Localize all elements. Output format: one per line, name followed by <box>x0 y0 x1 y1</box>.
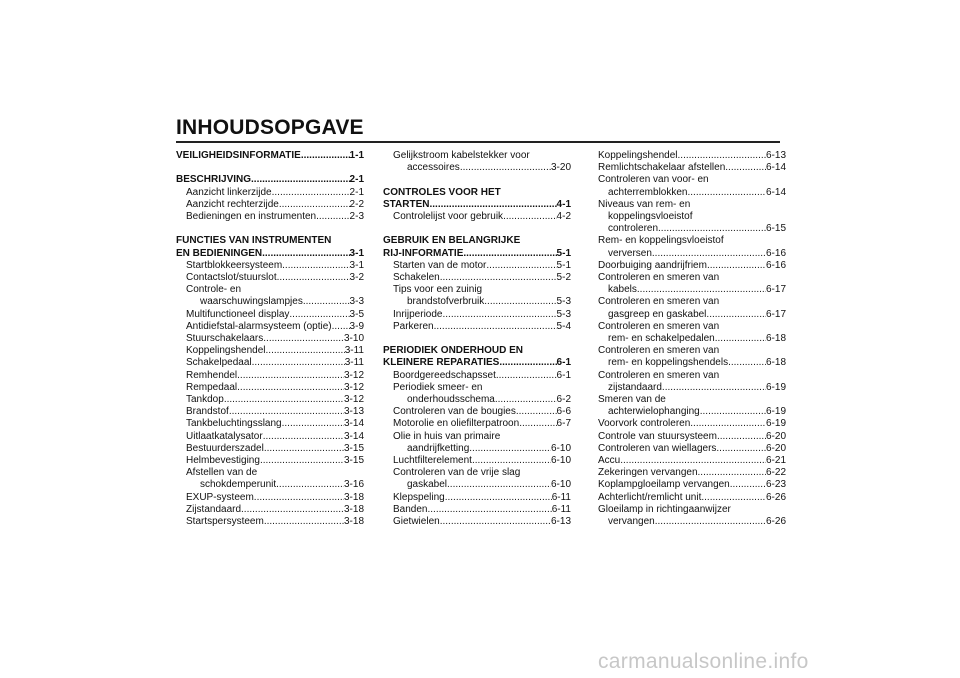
toc-entry-page: 3-15 <box>343 455 364 467</box>
toc-leader-dots <box>496 370 557 382</box>
toc-entry-label: Doorbuiging aandrijfriem <box>598 259 707 271</box>
toc-entry-label: Gietwielen <box>393 516 440 528</box>
toc-entry-label: Achterlicht/remlicht unit <box>598 491 702 503</box>
toc-entry-page: 6-20 <box>765 430 786 442</box>
toc-leader-dots <box>277 272 350 284</box>
toc-leader-dots <box>698 467 766 479</box>
toc-entry-label: BESCHRIJVING <box>176 174 252 186</box>
toc-leader-dots <box>262 248 349 260</box>
toc-entry-page: 4-2 <box>556 211 571 222</box>
toc-leader-dots <box>716 443 766 455</box>
toc-entry-label: Zijstandaard <box>186 503 242 515</box>
toc-leader-dots <box>469 443 551 455</box>
toc-entry-label: Luchtfilterelement <box>393 455 472 467</box>
toc-entry-page: 3-14 <box>343 418 364 430</box>
toc-entry-page: 6-26 <box>765 516 786 528</box>
toc-leader-dots <box>499 357 556 369</box>
toc-entry-label: Parkeren <box>393 320 434 332</box>
toc-entry-label: VEILIGHEIDSINFORMATIE <box>176 150 301 161</box>
page-title: INHOUDSOPGAVE <box>176 116 364 139</box>
toc-entry-label: Schakelen <box>393 272 440 283</box>
toc-entry-label: Multifunctioneel display <box>186 308 290 320</box>
toc-entry[interactable] <box>598 382 786 394</box>
toc-leader-dots <box>460 162 551 174</box>
toc-leader-dots <box>229 406 344 418</box>
toc-entry-page: 3-1 <box>349 247 364 259</box>
toc-leader-dots <box>655 516 766 528</box>
toc-entry-page: 3-11 <box>344 345 364 357</box>
toc-leader-dots <box>620 455 766 467</box>
toc-leader-dots <box>282 418 344 430</box>
toc-entry[interactable] <box>176 382 364 394</box>
toc-entry-page: 6-22 <box>765 467 786 479</box>
toc-leader-dots <box>707 260 766 272</box>
toc-entry[interactable] <box>176 211 364 223</box>
toc-leader-dots <box>434 321 557 333</box>
toc-entry[interactable] <box>176 406 364 418</box>
toc-entry-label: Contactslot/stuurslot <box>186 272 277 283</box>
toc-entry[interactable] <box>176 248 364 260</box>
toc-entry-text: Periodiek smeer- en <box>393 381 483 393</box>
toc-entry-label: STARTEN <box>383 198 430 210</box>
toc-entry-label: Motorolie en oliefilterpatroon <box>393 418 520 430</box>
toc-entry-page: 3-18 <box>343 503 364 515</box>
toc-leader-dots <box>301 150 350 162</box>
toc-entry-label: Controleren van wiellagers <box>598 442 717 454</box>
toc-entry[interactable] <box>176 345 364 357</box>
toc-entry-page: 4-1 <box>556 198 571 210</box>
toc-leader-dots <box>254 492 344 504</box>
toc-leader-dots <box>687 187 766 199</box>
toc-entry[interactable] <box>598 467 786 479</box>
toc-entry-label: controleren <box>608 223 659 235</box>
toc-entry-label: Inrijperiode <box>393 308 443 320</box>
toc-leader-dots <box>252 357 345 369</box>
toc-entry-label: onderhoudsschema <box>407 394 495 406</box>
toc-entry[interactable] <box>598 187 786 199</box>
toc-leader-dots <box>237 382 344 394</box>
toc-entry[interactable] <box>598 248 786 260</box>
toc-entry-text: FUNCTIES VAN INSTRUMENTEN <box>176 235 332 247</box>
toc-entry-page: 3-16 <box>343 479 364 491</box>
toc-entry[interactable] <box>176 199 364 211</box>
toc-entry-label: zijstandaard <box>608 381 662 393</box>
toc-entry-page: 3-3 <box>349 296 364 308</box>
toc-entry[interactable] <box>598 479 786 491</box>
toc-entry[interactable] <box>383 443 571 455</box>
toc-entry-page: 1-1 <box>349 150 364 161</box>
toc-entry[interactable] <box>598 333 786 345</box>
toc-entry-page: 6-10 <box>550 442 571 454</box>
toc-entry-label: aandrijfketting <box>407 442 470 454</box>
toc-entry-label: Helmbevestiging <box>186 455 260 467</box>
toc-entry[interactable] <box>176 492 364 504</box>
toc-leader-dots <box>272 187 350 199</box>
toc-spacer <box>176 223 364 235</box>
toc-entry-page: 6-23 <box>765 479 786 491</box>
toc-entry-text: Gelijkstroom kabelstekker voor <box>393 150 530 161</box>
toc-entry[interactable] <box>383 199 571 211</box>
toc-entry-label: Aanzicht rechterzijde <box>186 198 279 210</box>
toc-entry-page: 6-6 <box>556 406 571 418</box>
toc-leader-dots <box>516 406 557 418</box>
toc-entry[interactable] <box>383 370 571 382</box>
title-rule <box>176 141 780 143</box>
toc-entry[interactable] <box>383 296 571 308</box>
toc-entry-text: Controle- en <box>186 284 242 296</box>
toc-entry-page: 6-1 <box>556 357 571 369</box>
toc-leader-dots <box>690 418 766 430</box>
toc-entry-page: 3-2 <box>349 272 364 283</box>
toc-entry[interactable] <box>598 418 786 430</box>
toc-entry-label: achterremblokken <box>608 186 688 198</box>
toc-entry-label: Boordgereedschapsset <box>393 369 496 381</box>
toc-entry-page: 3-20 <box>550 162 571 174</box>
toc-entry[interactable] <box>176 504 364 516</box>
toc-entry-page: 6-11 <box>551 503 571 515</box>
toc-entry[interactable] <box>598 223 786 235</box>
toc-entry-label: gasgreep en gaskabel <box>608 308 707 320</box>
toc-entry[interactable] <box>598 406 786 418</box>
toc-leader-dots <box>440 516 551 528</box>
toc-entry-label: Bedieningen en instrumenten <box>186 211 317 222</box>
toc-entry-text: Controleren van de vrije slag <box>393 467 521 479</box>
toc-leader-dots <box>237 370 344 382</box>
toc-entry[interactable] <box>598 516 786 528</box>
toc-entry-page: 6-14 <box>765 186 786 198</box>
toc-entry[interactable] <box>176 150 364 162</box>
toc-leader-dots <box>715 333 766 345</box>
toc-entry-page: 3-9 <box>349 320 364 332</box>
toc-entry-page: 6-2 <box>556 394 571 406</box>
toc-entry[interactable] <box>176 357 364 369</box>
toc-entry-page: 3-18 <box>343 516 364 528</box>
toc-entry-page: 2-2 <box>349 198 364 210</box>
toc-leader-dots <box>678 150 766 162</box>
toc-entry-page: 6-26 <box>765 491 786 503</box>
toc-entry[interactable] <box>598 431 786 443</box>
toc-leader-dots <box>279 199 350 211</box>
toc-entry-label: Brandstof <box>186 406 229 418</box>
toc-entry-label: KLEINERE REPARATIES <box>383 357 500 369</box>
toc-leader-dots <box>289 309 349 321</box>
toc-entry[interactable] <box>176 394 364 406</box>
toc-leader-dots <box>637 284 766 296</box>
toc-entry[interactable] <box>383 272 571 284</box>
toc-leader-dots <box>260 455 344 467</box>
toc-leader-dots <box>429 199 556 211</box>
toc-entry-page: 5-3 <box>556 296 571 308</box>
toc-leader-dots <box>440 272 557 284</box>
toc-entry[interactable] <box>176 370 364 382</box>
toc-entry-page: 6-19 <box>765 418 786 430</box>
toc-entry-label: Voorvork controleren <box>598 418 691 430</box>
toc-entry-label: Klepspeling <box>393 491 445 503</box>
toc-entry-page: 3-12 <box>343 381 364 393</box>
toc-entry[interactable] <box>383 492 571 504</box>
toc-entry-label: Remlichtschakelaar afstellen <box>598 162 726 174</box>
toc-entry-page: 2-1 <box>349 174 364 186</box>
toc-entry-page: 5-4 <box>556 320 571 332</box>
toc-entry[interactable] <box>383 406 571 418</box>
toc-entry[interactable] <box>176 455 364 467</box>
toc-leader-dots <box>224 394 344 406</box>
toc-entry-text: CONTROLES VOOR HET <box>383 186 501 198</box>
toc-entry[interactable] <box>383 211 571 223</box>
toc-entry[interactable] <box>176 272 364 284</box>
toc-leader-dots <box>725 162 766 174</box>
toc-entry[interactable] <box>383 321 571 333</box>
toc-leader-dots <box>701 492 766 504</box>
toc-spacer <box>383 223 571 235</box>
toc-entry-text: Controleren en smeren van <box>598 345 720 357</box>
toc-entry-page: 6-13 <box>765 150 786 161</box>
toc-leader-dots <box>303 296 350 308</box>
toc-entry-text: Controleren en smeren van <box>598 272 720 284</box>
toc-entry-label: waarschuwingslampjes <box>200 296 303 308</box>
toc-entry[interactable] <box>176 321 364 333</box>
toc-entry-label: Controleren van de bougies <box>393 406 516 418</box>
toc-leader-dots <box>276 479 344 491</box>
toc-entry[interactable] <box>383 309 571 321</box>
toc-leader-dots <box>728 357 766 369</box>
toc-entry-text: Gloeilamp in richtingaanwijzer <box>598 503 731 515</box>
toc-entry-page: 3-12 <box>343 394 364 406</box>
toc-entry-page: 6-17 <box>765 308 786 320</box>
toc-entry-page: 6-10 <box>550 455 571 467</box>
toc-entry[interactable] <box>176 516 364 528</box>
toc-leader-dots <box>332 321 350 333</box>
toc-entry[interactable] <box>176 296 364 308</box>
toc-leader-dots <box>241 504 344 516</box>
toc-entry-label: gaskabel <box>407 479 448 491</box>
toc-entry-page: 3-18 <box>343 491 364 503</box>
toc-entry-page: 5-3 <box>556 308 571 320</box>
toc-leader-dots <box>251 174 350 186</box>
toc-entry[interactable] <box>383 418 571 430</box>
toc-entry-page: 6-15 <box>765 223 786 235</box>
toc-entry-label: Startblokkeersysteem <box>186 259 283 271</box>
toc-entry-text: PERIODIEK ONDERHOUD EN <box>383 345 524 357</box>
toc-entry[interactable] <box>176 174 364 186</box>
toc-leader-dots <box>266 345 345 357</box>
toc-entry-label: EN BEDIENINGEN <box>176 247 263 259</box>
toc-entry-page: 6-21 <box>765 455 786 467</box>
toc-entry[interactable] <box>176 443 364 455</box>
toc-entry-page: 3-11 <box>344 357 364 369</box>
toc-entry-page: 6-20 <box>765 442 786 454</box>
toc-entry-label: Tankbeluchtingsslang <box>186 418 282 430</box>
toc-entry-label: Tankdop <box>186 394 224 406</box>
toc-leader-dots <box>427 504 551 516</box>
toc-leader-dots <box>264 443 344 455</box>
toc-entry[interactable] <box>598 260 786 272</box>
toc-entry[interactable] <box>383 357 571 369</box>
toc-leader-dots <box>717 431 766 443</box>
toc-entry-page: 6-7 <box>556 418 571 430</box>
toc-leader-dots <box>503 211 556 223</box>
toc-leader-dots <box>447 479 551 491</box>
toc-entry-text: Smeren van de <box>598 394 666 406</box>
toc-leader-dots <box>495 394 557 406</box>
toc-entry-label: Remhendel <box>186 369 238 381</box>
toc-entry-text: Controleren van voor- en <box>598 174 709 186</box>
toc-entry-label: Aanzicht linkerzijde <box>186 186 272 198</box>
toc-entry[interactable] <box>383 260 571 272</box>
toc-leader-dots <box>445 492 552 504</box>
toc-entry-label: verversen <box>608 247 652 259</box>
toc-entry[interactable] <box>383 479 571 491</box>
toc-entry[interactable] <box>598 455 786 467</box>
toc-entry-label: achterwielophanging <box>608 406 700 418</box>
toc-entry-label: rem- en koppelingshendels <box>608 357 729 369</box>
toc-leader-dots <box>264 516 344 528</box>
toc-entry[interactable] <box>598 492 786 504</box>
toc-leader-dots <box>263 431 344 443</box>
toc-entry-text: Controleren en smeren van <box>598 369 720 381</box>
toc-entry-label: rem- en schakelpedalen <box>608 333 715 345</box>
toc-entry-page: 6-17 <box>765 284 786 296</box>
toc-entry[interactable] <box>383 248 571 260</box>
toc-entry-text: koppelingsvloeistof <box>608 211 693 223</box>
toc-entry-page: 3-14 <box>343 430 364 442</box>
toc-entry-page: 6-10 <box>550 479 571 491</box>
toc-entry-label: Bestuurderszadel <box>186 442 264 454</box>
toc-leader-dots <box>472 455 551 467</box>
toc-entry-label: vervangen <box>608 516 655 528</box>
toc-entry[interactable] <box>383 504 571 516</box>
toc-entry[interactable] <box>176 333 364 345</box>
toc-leader-dots <box>463 248 556 260</box>
toc-entry[interactable] <box>176 418 364 430</box>
toc-entry-page: 6-16 <box>765 259 786 271</box>
toc-entry-text: Controleren en smeren van <box>598 320 720 332</box>
toc-column-3 <box>598 150 786 528</box>
toc-entry[interactable] <box>176 187 364 199</box>
toc-column-2 <box>383 150 571 528</box>
toc-entry-page: 6-14 <box>765 162 786 174</box>
toc-entry-label: Uitlaatkatalysator <box>186 430 263 442</box>
toc-entry-text: Afstellen van de <box>186 467 258 479</box>
toc-entry-label: RIJ-INFORMATIE <box>383 247 464 259</box>
toc-entry-label: Koppelingshendel <box>598 150 678 161</box>
toc-entry[interactable] <box>176 479 364 491</box>
toc-entry-page: 6-13 <box>550 516 571 528</box>
toc-entry-label: Accu <box>598 455 621 467</box>
toc-entry-page: 6-18 <box>765 357 786 369</box>
toc-entry-label: EXUP-systeem <box>186 491 254 503</box>
toc-leader-dots <box>730 479 766 491</box>
toc-entry[interactable] <box>598 357 786 369</box>
toc-entry[interactable] <box>598 150 786 162</box>
toc-entry-label: Koplampgloeilamp vervangen <box>598 479 730 491</box>
toc-entry-label: Schakelpedaal <box>186 357 252 369</box>
toc-entry-page: 6-19 <box>765 381 786 393</box>
toc-entry-label: Antidiefstal-alarmsysteem (optie) <box>186 320 332 332</box>
toc-entry-page: 2-1 <box>349 186 364 198</box>
toc-entry-page: 5-2 <box>556 272 571 283</box>
toc-entry-page: 3-1 <box>349 259 364 271</box>
toc-entry-page: 6-16 <box>765 247 786 259</box>
toc-entry[interactable] <box>383 455 571 467</box>
toc-entry[interactable] <box>598 284 786 296</box>
toc-leader-dots <box>706 309 766 321</box>
toc-entry-label: brandstofverbruik <box>407 296 485 308</box>
toc-entry-label: Rempedaal <box>186 381 238 393</box>
toc-entry-label: Stuurschakelaars <box>186 333 264 345</box>
toc-leader-dots <box>486 260 556 272</box>
toc-entry-page: 6-19 <box>765 406 786 418</box>
toc-entry-page: 6-1 <box>556 369 571 381</box>
toc-entry-page: 5-1 <box>556 247 571 259</box>
toc-entry[interactable] <box>598 309 786 321</box>
toc-entry[interactable] <box>598 162 786 174</box>
toc-entry-label: kabels <box>608 284 637 296</box>
toc-entry[interactable] <box>176 260 364 272</box>
toc-entry-page: 5-1 <box>556 259 571 271</box>
toc-entry-text: Olie in huis van primaire <box>393 430 501 442</box>
toc-entry-page: 6-11 <box>551 491 571 503</box>
toc-entry-label: accessoires <box>407 162 460 174</box>
toc-spacer <box>383 333 571 345</box>
toc-entry-text: Niveaus van rem- en <box>598 198 691 210</box>
toc-entry-page: 2-3 <box>349 211 364 222</box>
toc-entry-label: Banden <box>393 503 428 515</box>
watermark: carmanualsonline.info <box>598 650 809 673</box>
toc-leader-dots <box>484 296 556 308</box>
toc-leader-dots <box>282 260 349 272</box>
toc-entry-page: 3-5 <box>349 308 364 320</box>
toc-leader-dots <box>658 223 766 235</box>
toc-entry[interactable] <box>383 394 571 406</box>
toc-entry-page: 3-13 <box>343 406 364 418</box>
toc-leader-dots <box>263 333 344 345</box>
toc-entry-page: 3-15 <box>343 442 364 454</box>
toc-entry-page: 6-18 <box>765 333 786 345</box>
toc-entry-text: GEBRUIK EN BELANGRIJKE <box>383 235 521 247</box>
toc-entry[interactable] <box>176 309 364 321</box>
toc-entry-text: Rem- en koppelingsvloeistof <box>598 235 724 247</box>
toc-entry-label: Controle van stuursysteem <box>598 430 717 442</box>
toc-entry[interactable] <box>383 516 571 528</box>
toc-spacer <box>176 162 364 174</box>
toc-leader-dots <box>652 248 766 260</box>
toc-column-1 <box>176 150 364 528</box>
toc-leader-dots <box>662 382 766 394</box>
toc-entry-page: 3-12 <box>343 369 364 381</box>
toc-leader-dots <box>519 418 556 430</box>
toc-entry-text: Controleren en smeren van <box>598 296 720 308</box>
toc-spacer <box>383 174 571 186</box>
toc-entry-page: 3-10 <box>343 333 364 345</box>
toc-entry[interactable] <box>598 443 786 455</box>
toc-entry[interactable] <box>176 431 364 443</box>
toc-entry-label: Zekeringen vervangen <box>598 467 698 479</box>
toc-entry-label: Starten van de motor <box>393 259 487 271</box>
toc-entry-text: Tips voor een zuinig <box>393 284 483 296</box>
toc-entry-label: Startspersysteem <box>186 516 264 528</box>
toc-entry[interactable] <box>383 162 571 174</box>
toc-leader-dots <box>700 406 766 418</box>
toc-leader-dots <box>316 211 349 223</box>
toc-entry-label: Koppelingshendel <box>186 345 266 357</box>
toc-entry-label: Controlelijst voor gebruik <box>393 211 504 222</box>
toc-leader-dots <box>442 309 556 321</box>
toc-entry-label: schokdemperunit <box>200 479 277 491</box>
